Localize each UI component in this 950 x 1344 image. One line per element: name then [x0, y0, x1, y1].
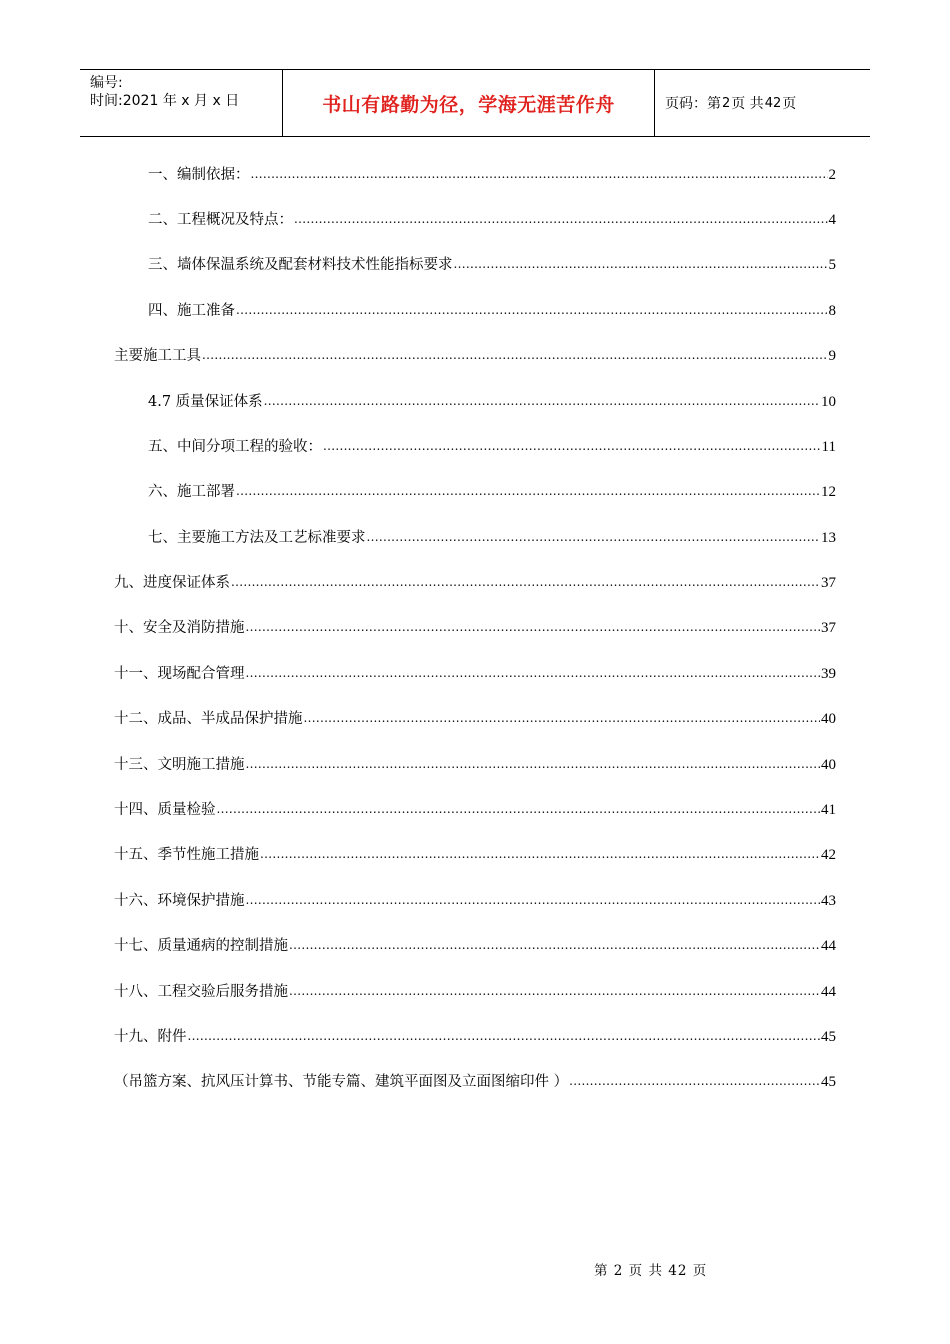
header-time-month: x	[181, 93, 190, 109]
toc-entry-title: 二、工程概况及特点：	[148, 212, 293, 228]
toc-entry[interactable]	[114, 979, 836, 1001]
toc-leader-dots	[202, 347, 828, 365]
header-page-suffix: 页	[782, 96, 797, 112]
toc-leader-dots	[246, 619, 821, 637]
toc-leader-dots	[251, 166, 828, 184]
header-time	[90, 92, 282, 110]
toc-entry-page: 5	[828, 257, 836, 273]
toc-entry-title: 4.7 质量保证体系	[148, 394, 263, 410]
toc-entry-title: 十五、季节性施工措施	[114, 847, 259, 863]
toc-entry-page: 44	[821, 938, 836, 954]
header-page-prefix: 页码：第	[665, 96, 721, 112]
toc-entry-title: 十三、文明施工措施	[114, 757, 245, 773]
header-time-prefix: 时间:	[90, 93, 123, 109]
toc-leader-dots	[294, 211, 828, 229]
toc-entry-title: 十、安全及消防措施	[114, 620, 245, 636]
toc-entry-page: 40	[821, 711, 836, 727]
page-header	[80, 69, 870, 137]
toc-entry-page: 37	[821, 620, 836, 636]
header-time-year: 2021	[122, 93, 159, 109]
toc-entry-title: 七、主要施工方法及工艺标准要求	[148, 530, 366, 546]
toc-leader-dots	[454, 256, 828, 274]
toc-entry[interactable]	[148, 252, 836, 274]
toc-entry-page: 45	[821, 1074, 836, 1090]
toc-entry[interactable]	[148, 479, 836, 501]
header-time-year-unit: 年	[162, 93, 177, 109]
toc-leader-dots	[260, 846, 820, 864]
toc-entry[interactable]	[148, 298, 836, 320]
toc-entry-title: 十一、现场配合管理	[114, 666, 245, 682]
header-time-month-unit: 月	[194, 93, 209, 109]
toc-entry[interactable]	[114, 615, 836, 637]
toc-entry-title: 十四、质量检验	[114, 802, 216, 818]
toc-leader-dots	[323, 438, 821, 456]
header-page-mid: 页 共	[731, 96, 764, 112]
toc-entry[interactable]	[114, 933, 836, 955]
header-motto-text: 书山有路勤为径，学海无涯苦作舟	[322, 93, 615, 116]
toc-entry-page: 41	[821, 802, 836, 818]
toc-entry-title: 十七、质量通病的控制措施	[114, 938, 288, 954]
toc-entry-page: 9	[828, 348, 836, 364]
toc-leader-dots	[304, 710, 821, 728]
toc-leader-dots	[217, 801, 821, 819]
toc-entry-page: 13	[821, 530, 836, 546]
toc-entry[interactable]	[148, 434, 836, 456]
header-page-current: 2	[722, 95, 731, 111]
toc-entry[interactable]	[148, 389, 836, 411]
toc-entry-title: 六、施工部署	[148, 484, 235, 500]
toc-leader-dots	[246, 892, 821, 910]
toc-entry-title: 主要施工工具	[114, 348, 201, 364]
toc-entry[interactable]	[114, 661, 836, 683]
toc-entry-title: 十二、成品、半成品保护措施	[114, 711, 303, 727]
toc-entry-title: 十八、工程交验后服务措施	[114, 984, 288, 1000]
toc-entry-page: 2	[828, 167, 836, 183]
toc-entry-page: 10	[821, 394, 836, 410]
header-time-day-unit: 日	[225, 93, 240, 109]
toc-leader-dots	[264, 393, 820, 411]
header-page-info	[655, 70, 870, 136]
toc-entry-page: 44	[821, 984, 836, 1000]
header-motto	[282, 70, 655, 136]
toc-leader-dots	[246, 665, 821, 683]
toc-entry-title: 一、编制依据：	[148, 167, 250, 183]
toc-leader-dots	[367, 529, 821, 547]
toc-entry-title: 十六、环境保护措施	[114, 893, 245, 909]
toc-entry-title: 五、中间分项工程的验收：	[148, 439, 322, 455]
toc-entry-page: 4	[828, 212, 836, 228]
toc-leader-dots	[289, 983, 820, 1001]
toc-leader-dots	[188, 1028, 821, 1046]
toc-leader-dots	[246, 756, 821, 774]
header-meta	[80, 70, 282, 136]
toc-leader-dots	[231, 574, 820, 592]
toc-entry[interactable]	[114, 343, 836, 365]
toc-entry-page: 8	[828, 303, 836, 319]
toc-entry[interactable]	[114, 1024, 836, 1046]
toc-entry-page: 42	[821, 847, 836, 863]
toc-entry[interactable]	[114, 570, 836, 592]
toc-entry[interactable]	[114, 888, 836, 910]
toc-leader-dots	[236, 483, 820, 501]
toc-entry[interactable]	[114, 842, 836, 864]
toc-entry-title: （吊篮方案、抗风压计算书、节能专篇、建筑平面图及立面图缩印件 ）	[114, 1074, 569, 1090]
toc-leader-dots	[236, 302, 828, 320]
header-time-day: x	[212, 93, 221, 109]
header-number: 编号:	[90, 75, 123, 91]
toc-entry-title: 十九、附件	[114, 1029, 187, 1045]
toc-entry[interactable]	[148, 207, 836, 229]
footer-page-number: 第 2 页 共 42 页	[594, 1263, 708, 1279]
toc-entry[interactable]	[114, 1069, 836, 1091]
toc-entry[interactable]	[114, 706, 836, 728]
toc-entry[interactable]	[148, 162, 836, 184]
toc-entry-page: 40	[821, 757, 836, 773]
toc-leader-dots	[569, 1073, 820, 1091]
toc-entry-title: 四、施工准备	[148, 303, 235, 319]
toc-entry-title: 九、进度保证体系	[114, 575, 230, 591]
toc-entry[interactable]	[114, 797, 836, 819]
toc-entry-page: 43	[821, 893, 836, 909]
header-page-total: 42	[764, 95, 782, 111]
toc-entry-page: 12	[821, 484, 836, 500]
toc-entry-page: 39	[821, 666, 836, 682]
toc-entry-title: 三、墙体保温系统及配套材料技术性能指标要求	[148, 257, 453, 273]
toc-entry[interactable]	[114, 752, 836, 774]
toc-entry-page: 37	[821, 575, 836, 591]
toc-entry-page: 11	[821, 439, 836, 455]
toc-leader-dots	[289, 937, 820, 955]
toc-entry[interactable]	[148, 525, 836, 547]
toc-entry-page: 45	[821, 1029, 836, 1045]
